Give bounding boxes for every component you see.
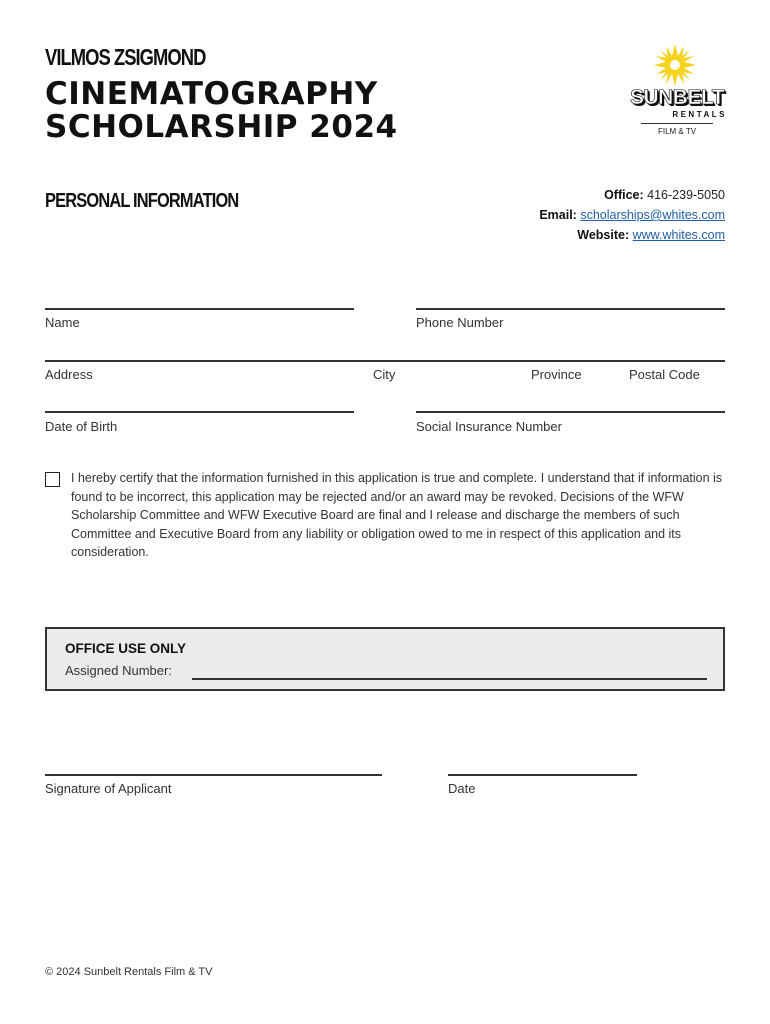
logo-tagline: FILM & TV — [657, 127, 697, 136]
office-phone: 416-239-5050 — [647, 188, 725, 202]
assigned-number-label: Assigned Number: — [65, 663, 172, 678]
signature-label: Signature of Applicant — [45, 781, 172, 796]
sunbelt-logo — [627, 44, 727, 139]
signature-field[interactable] — [45, 774, 382, 776]
website-link[interactable]: www.whites.com — [632, 228, 725, 242]
website-label: Website: — [577, 228, 630, 242]
province-label: Province — [531, 367, 582, 382]
city-label: City — [373, 367, 396, 382]
email-link[interactable]: scholarships@whites.com — [580, 208, 725, 222]
postal-code-label: Postal Code — [629, 367, 700, 382]
name-label: Name — [45, 315, 80, 330]
certification-text: I hereby certify that the information furnished in this application is true and complete. I understand that if information is found to be incorrect, this application may be rejected and/or an award may be revoked. Decisions of the WFW Scholarship Committee and WFW Executive Board are final and I release and discharge the members of such Committee and Executive Board from any liability or obligation owed to me in respect of this application and its consideration. — [71, 471, 723, 559]
logo-divider — [641, 123, 713, 124]
name-field[interactable] — [45, 308, 354, 310]
phone-label: Phone Number — [416, 315, 504, 330]
office-use-title: OFFICE USE ONLY — [65, 641, 187, 656]
address-label: Address — [45, 367, 93, 382]
email-label: Email: — [539, 208, 577, 222]
contact-email — [539, 208, 725, 222]
section-heading: PERSONAL INFORMATION — [45, 190, 239, 212]
sin-label: Social Insurance Number — [416, 419, 562, 434]
scholarship-kicker: VILMOS ZSIGMOND — [45, 44, 206, 70]
footer-copyright: © 2024 Sunbelt Rentals Film & TV — [45, 966, 213, 978]
sin-field[interactable] — [416, 411, 725, 413]
page-title — [45, 78, 398, 144]
certify-checkbox[interactable] — [45, 472, 60, 487]
logo-wordmark: SUNBELT — [629, 86, 725, 109]
office-use-box — [45, 627, 725, 691]
dob-label: Date of Birth — [45, 419, 118, 434]
address-field[interactable] — [45, 360, 725, 362]
contact-website — [577, 228, 725, 242]
date-label: Date — [448, 781, 476, 796]
logo-subtitle: RENTALS — [672, 110, 727, 119]
phone-field[interactable] — [416, 308, 725, 310]
sun-icon — [654, 44, 696, 86]
date-field[interactable] — [448, 774, 637, 776]
office-label: Office: — [604, 188, 644, 202]
assigned-number-field[interactable] — [192, 678, 707, 680]
contact-office — [604, 188, 725, 202]
dob-field[interactable] — [45, 411, 354, 413]
title-line-1: CINEMATOGRAPHY — [45, 76, 378, 112]
title-line-2: SCHOLARSHIP 2024 — [45, 109, 398, 145]
